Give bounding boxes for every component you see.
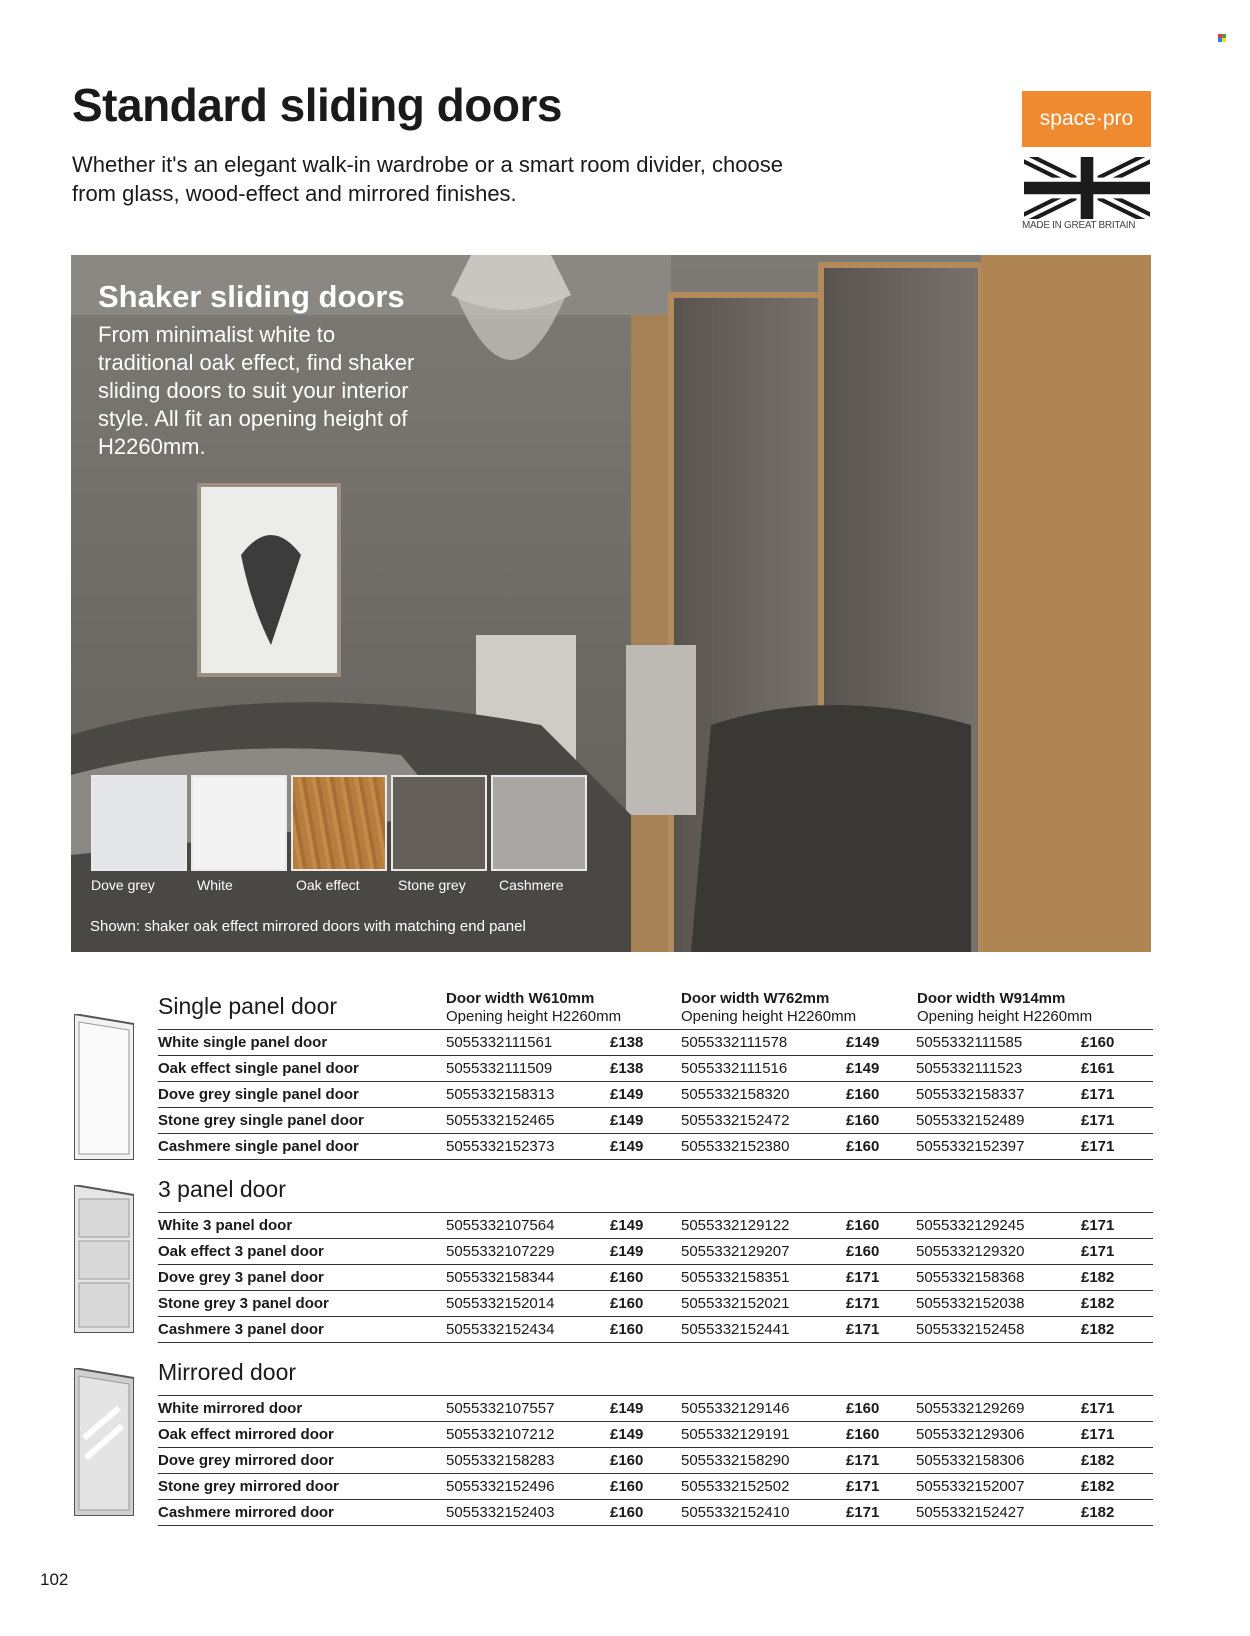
product-price: £171 [846,1295,880,1312]
product-price: £160 [610,1321,644,1338]
product-price: £161 [1081,1060,1115,1077]
flag-caption: MADE IN GREAT BRITAIN [1022,220,1136,231]
product-code: 5055332152502 [681,1478,790,1495]
section-end-rule [158,1342,1153,1343]
column-header-914 [917,990,1092,1026]
table-row [158,1238,1153,1264]
product-price: £171 [1081,1112,1115,1129]
product-name: Stone grey 3 panel door [158,1295,329,1312]
product-code: 5055332152434 [446,1321,555,1338]
product-code: 5055332152038 [916,1295,1025,1312]
product-code: 5055332129269 [916,1400,1025,1417]
brand-logo [1022,91,1151,147]
column-width: Door width W610mm [446,990,595,1007]
column-header-762 [681,990,856,1026]
product-code: 5055332129245 [916,1217,1025,1234]
product-code: 5055332152410 [681,1504,790,1521]
product-name: Oak effect single panel door [158,1060,359,1077]
table-row [158,1473,1153,1499]
column-header-610 [446,990,621,1026]
swatch-label: Stone grey [398,877,466,893]
column-height: Opening height H2260mm [917,1008,1093,1025]
product-code: 5055332152472 [681,1112,790,1129]
product-code: 5055332152373 [446,1138,555,1155]
swatch-white [191,775,287,871]
swatch-dove-grey [91,775,187,871]
product-code: 5055332129122 [681,1217,790,1234]
product-name: Oak effect 3 panel door [158,1243,324,1260]
product-price: £149 [610,1400,644,1417]
product-price: £160 [610,1452,644,1469]
product-code: 5055332152496 [446,1478,555,1495]
product-price: £160 [846,1426,880,1443]
product-price: £182 [1081,1504,1115,1521]
section-title-mirrored: Mirrored door [158,1359,297,1385]
swatch-cashmere [491,775,587,871]
product-price: £160 [846,1217,880,1234]
product-price: £171 [1081,1217,1115,1234]
product-name: Cashmere 3 panel door [158,1321,324,1338]
column-width: Door width W762mm [681,990,830,1007]
product-name: Dove grey 3 panel door [158,1269,324,1286]
product-code: 5055332158313 [446,1086,555,1103]
table-row [158,1081,1153,1107]
product-price: £171 [1081,1400,1115,1417]
product-code: 5055332111578 [681,1034,788,1051]
product-name: Stone grey single panel door [158,1112,364,1129]
section-title-3-panel: 3 panel door [158,1176,286,1202]
page-title: Standard sliding doors [72,79,562,131]
hero-title: Shaker sliding doors [98,279,405,314]
product-code: 5055332152465 [446,1112,555,1129]
product-price: £149 [610,1112,644,1129]
product-code: 5055332129207 [681,1243,790,1260]
product-price: £160 [610,1295,644,1312]
product-price: £171 [1081,1138,1115,1155]
swatch-label: Cashmere [499,877,564,893]
product-code: 5055332158290 [681,1452,790,1469]
product-code: 5055332111523 [916,1060,1023,1077]
product-price: £149 [610,1243,644,1260]
corner-color-mark [1218,34,1226,42]
table-row [158,1421,1153,1447]
product-price: £160 [846,1086,880,1103]
swatch-stone-grey [391,775,487,871]
product-price: £182 [1081,1478,1115,1495]
page-number: 102 [40,1570,69,1589]
product-code: 5055332107557 [446,1400,555,1417]
page-intro: Whether it's an elegant walk-in wardrobe or a smart room divider, choose from glass, wood-effect and mirrored finishes. [72,152,783,206]
product-code: 5055332129191 [681,1426,790,1443]
product-price: £160 [846,1400,880,1417]
product-price: £171 [1081,1086,1115,1103]
product-price: £160 [846,1243,880,1260]
product-code: 5055332158351 [681,1269,790,1286]
product-code: 5055332107229 [446,1243,555,1260]
table-row [158,1029,1153,1055]
product-price: £149 [610,1426,644,1443]
hero-caption: Shown: shaker oak effect mirrored doors with matching end panel [90,918,526,935]
product-price: £160 [846,1112,880,1129]
product-code: 5055332152489 [916,1112,1025,1129]
product-price: £171 [846,1478,880,1495]
table-row [158,1133,1153,1159]
hero-image [71,255,1151,952]
table-row [158,1107,1153,1133]
product-price: £171 [846,1269,880,1286]
product-code: 5055332152458 [916,1321,1025,1338]
column-width: Door width W914mm [917,990,1066,1007]
product-code: 5055332158306 [916,1452,1025,1469]
table-row [158,1290,1153,1316]
product-name: Stone grey mirrored door [158,1478,339,1495]
product-price: £138 [610,1034,644,1051]
table-row [158,1055,1153,1081]
product-name: Dove grey mirrored door [158,1452,334,1469]
product-price: £160 [610,1478,644,1495]
table-row [158,1395,1153,1421]
product-price: £182 [1081,1321,1115,1338]
product-price: £171 [846,1321,880,1338]
product-code: 5055332129306 [916,1426,1025,1443]
product-code: 5055332111561 [446,1034,553,1051]
three-panel-door-icon [74,1185,134,1333]
product-code: 5055332158344 [446,1269,555,1286]
product-price: £182 [1081,1452,1115,1469]
product-price: £138 [610,1060,644,1077]
product-name: Cashmere mirrored door [158,1504,334,1521]
section-end-rule [158,1159,1153,1160]
product-price: £171 [1081,1426,1115,1443]
product-code: 5055332152427 [916,1504,1025,1521]
product-code: 5055332158320 [681,1086,790,1103]
product-code: 5055332158368 [916,1269,1025,1286]
product-name: White single panel door [158,1034,328,1051]
product-code: 5055332152021 [681,1295,790,1312]
product-price: £149 [846,1060,880,1077]
table-row [158,1499,1153,1525]
swatch-oak-effect [291,775,387,871]
product-code: 5055332111516 [681,1060,788,1077]
product-price: £171 [1081,1243,1115,1260]
union-flag-icon [1024,157,1150,219]
product-code: 5055332107564 [446,1217,555,1234]
product-code: 5055332152014 [446,1295,555,1312]
table-row [158,1264,1153,1290]
product-name: White mirrored door [158,1400,303,1417]
product-price: £149 [610,1217,644,1234]
product-price: £182 [1081,1295,1115,1312]
product-price: £171 [846,1504,880,1521]
product-code: 5055332158337 [916,1086,1025,1103]
product-code: 5055332152380 [681,1138,790,1155]
product-price: £160 [610,1504,644,1521]
section-end-rule [158,1525,1153,1526]
product-code: 5055332152007 [916,1478,1025,1495]
product-code: 5055332107212 [446,1426,555,1443]
single-panel-door-icon [74,1014,134,1160]
product-code: 5055332111585 [916,1034,1023,1051]
column-height: Opening height H2260mm [681,1008,857,1025]
table-row [158,1447,1153,1473]
product-code: 5055332129320 [916,1243,1025,1260]
product-name: Dove grey single panel door [158,1086,359,1103]
swatch-label: White [197,877,233,893]
section-title-single-panel: Single panel door [158,993,338,1019]
hero-description: From minimalist white to traditional oak effect, find shaker sliding doors to suit your interior style. All fit an opening height of H2260mm. [98,322,415,459]
table-row [158,1212,1153,1238]
product-code: 5055332111509 [446,1060,553,1077]
product-code: 5055332152397 [916,1138,1025,1155]
brand-logo-text: space·pro [1039,107,1134,130]
table-row [158,1316,1153,1342]
swatch-label: Dove grey [91,877,155,893]
product-code: 5055332158283 [446,1452,555,1469]
product-price: £160 [610,1269,644,1286]
swatch-label: Oak effect [296,877,360,893]
product-name: Cashmere single panel door [158,1138,359,1155]
product-price: £160 [1081,1034,1115,1051]
product-code: 5055332152441 [681,1321,790,1338]
column-height: Opening height H2260mm [446,1008,622,1025]
product-price: £182 [1081,1269,1115,1286]
mirrored-door-icon [74,1368,134,1516]
product-price: £149 [610,1086,644,1103]
product-code: 5055332129146 [681,1400,790,1417]
product-price: £160 [846,1138,880,1155]
product-price: £149 [846,1034,880,1051]
product-price: £149 [610,1138,644,1155]
product-name: White 3 panel door [158,1217,293,1234]
product-price: £171 [846,1452,880,1469]
product-name: Oak effect mirrored door [158,1426,334,1443]
product-code: 5055332152403 [446,1504,555,1521]
